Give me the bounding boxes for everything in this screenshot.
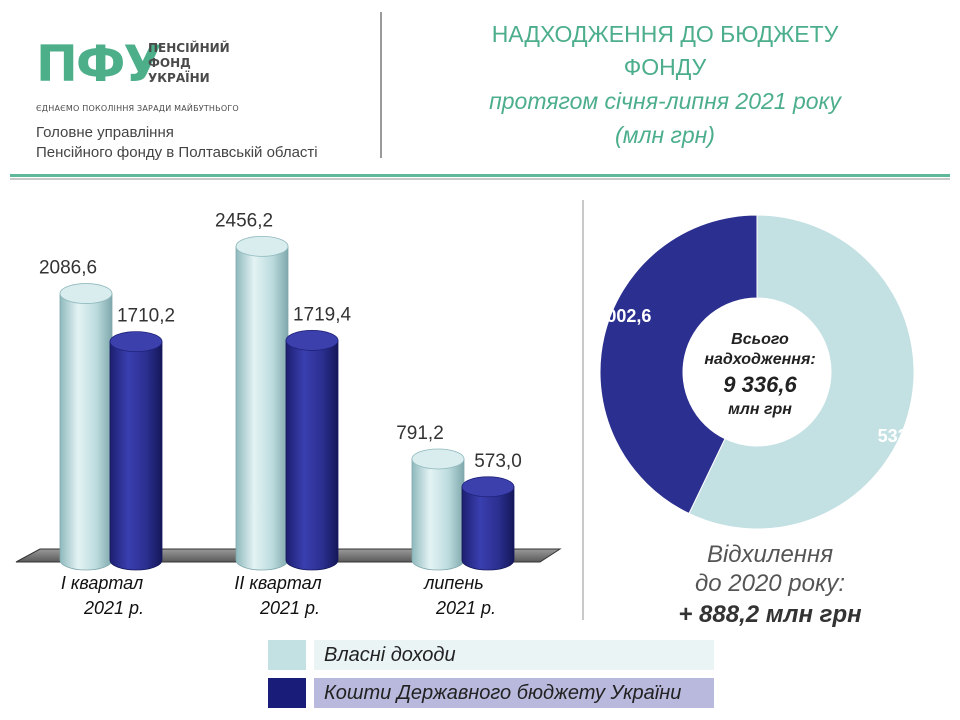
legend-swatch-state	[268, 678, 306, 708]
bar-value-label: 573,0	[474, 450, 522, 472]
logo-motto: ЄДНАЄМО ПОКОЛІННЯ ЗАРАДИ МАЙБУТНЬОГО	[36, 104, 239, 113]
bar-chart	[0, 180, 580, 630]
bar-body	[236, 246, 288, 570]
bar-value-label: 2086,6	[38, 257, 98, 279]
section-divider	[582, 200, 584, 620]
header-divider	[380, 12, 382, 158]
bar-value-label: 1710,2	[116, 305, 176, 327]
org-name: Головне управління Пенсійного фонду в Полтавській області	[36, 124, 318, 161]
bar-top	[462, 477, 514, 497]
deviation-block	[600, 540, 940, 632]
bar-body	[462, 487, 514, 570]
donut-center-text	[670, 330, 850, 420]
logo-side-text: ПЕНСІЙНИЙ ФОНД УКРАЇНИ	[148, 41, 230, 85]
legend-swatch-own	[268, 640, 306, 670]
category-label-2: ІІ квартал 2021 р.	[234, 573, 322, 618]
bar-top	[412, 449, 464, 469]
center-line-2: надходження:	[704, 351, 816, 368]
slice-label-state: 4002,6	[596, 306, 652, 327]
legend-label-state: Кошти Державного бюджету України	[314, 678, 714, 708]
slice-label-own: 5334	[877, 425, 918, 446]
center-line-1: Всього	[731, 331, 789, 348]
page-subtitle: протягом січня-липня 2021 року (млн грн)	[489, 88, 841, 148]
center-unit: млн грн	[728, 401, 792, 418]
logo-mark: ПФУ	[36, 35, 160, 93]
bar-own-2	[215, 210, 288, 570]
page-title: НАДХОДЖЕННЯ ДО БЮДЖЕТУ ФОНДУ	[491, 21, 839, 80]
bar-state-2	[286, 304, 351, 570]
bar-body	[412, 459, 464, 570]
category-label-3: липень 2021 р.	[424, 573, 497, 618]
bar-value-label: 791,2	[396, 422, 444, 444]
deviation-value: + 888,2 млн грн	[678, 601, 862, 628]
bar-state-1	[110, 306, 175, 570]
center-total: 9 336,6	[723, 372, 797, 397]
bar-own-3	[396, 423, 464, 570]
bar-own-1	[39, 258, 112, 570]
header-rule	[10, 174, 950, 177]
bar-state-3	[462, 451, 522, 570]
category-label-1: І квартал 2021 р.	[60, 573, 145, 618]
bar-value-label: 1719,4	[292, 304, 352, 326]
bar-body	[110, 342, 162, 570]
bar-body	[286, 340, 338, 570]
legend-label-own: Власні доходи	[314, 640, 714, 670]
bar-value-label: 2456,2	[214, 210, 274, 232]
title-block	[410, 18, 920, 152]
deviation-line-1: Відхилення	[706, 541, 834, 568]
deviation-line-2: до 2020 року:	[694, 570, 846, 597]
bar-top	[60, 284, 112, 304]
bar-top	[110, 332, 162, 352]
bar-top	[286, 330, 338, 350]
bar-body	[60, 294, 112, 570]
bar-top	[236, 236, 288, 256]
pfu-logo	[36, 35, 239, 118]
